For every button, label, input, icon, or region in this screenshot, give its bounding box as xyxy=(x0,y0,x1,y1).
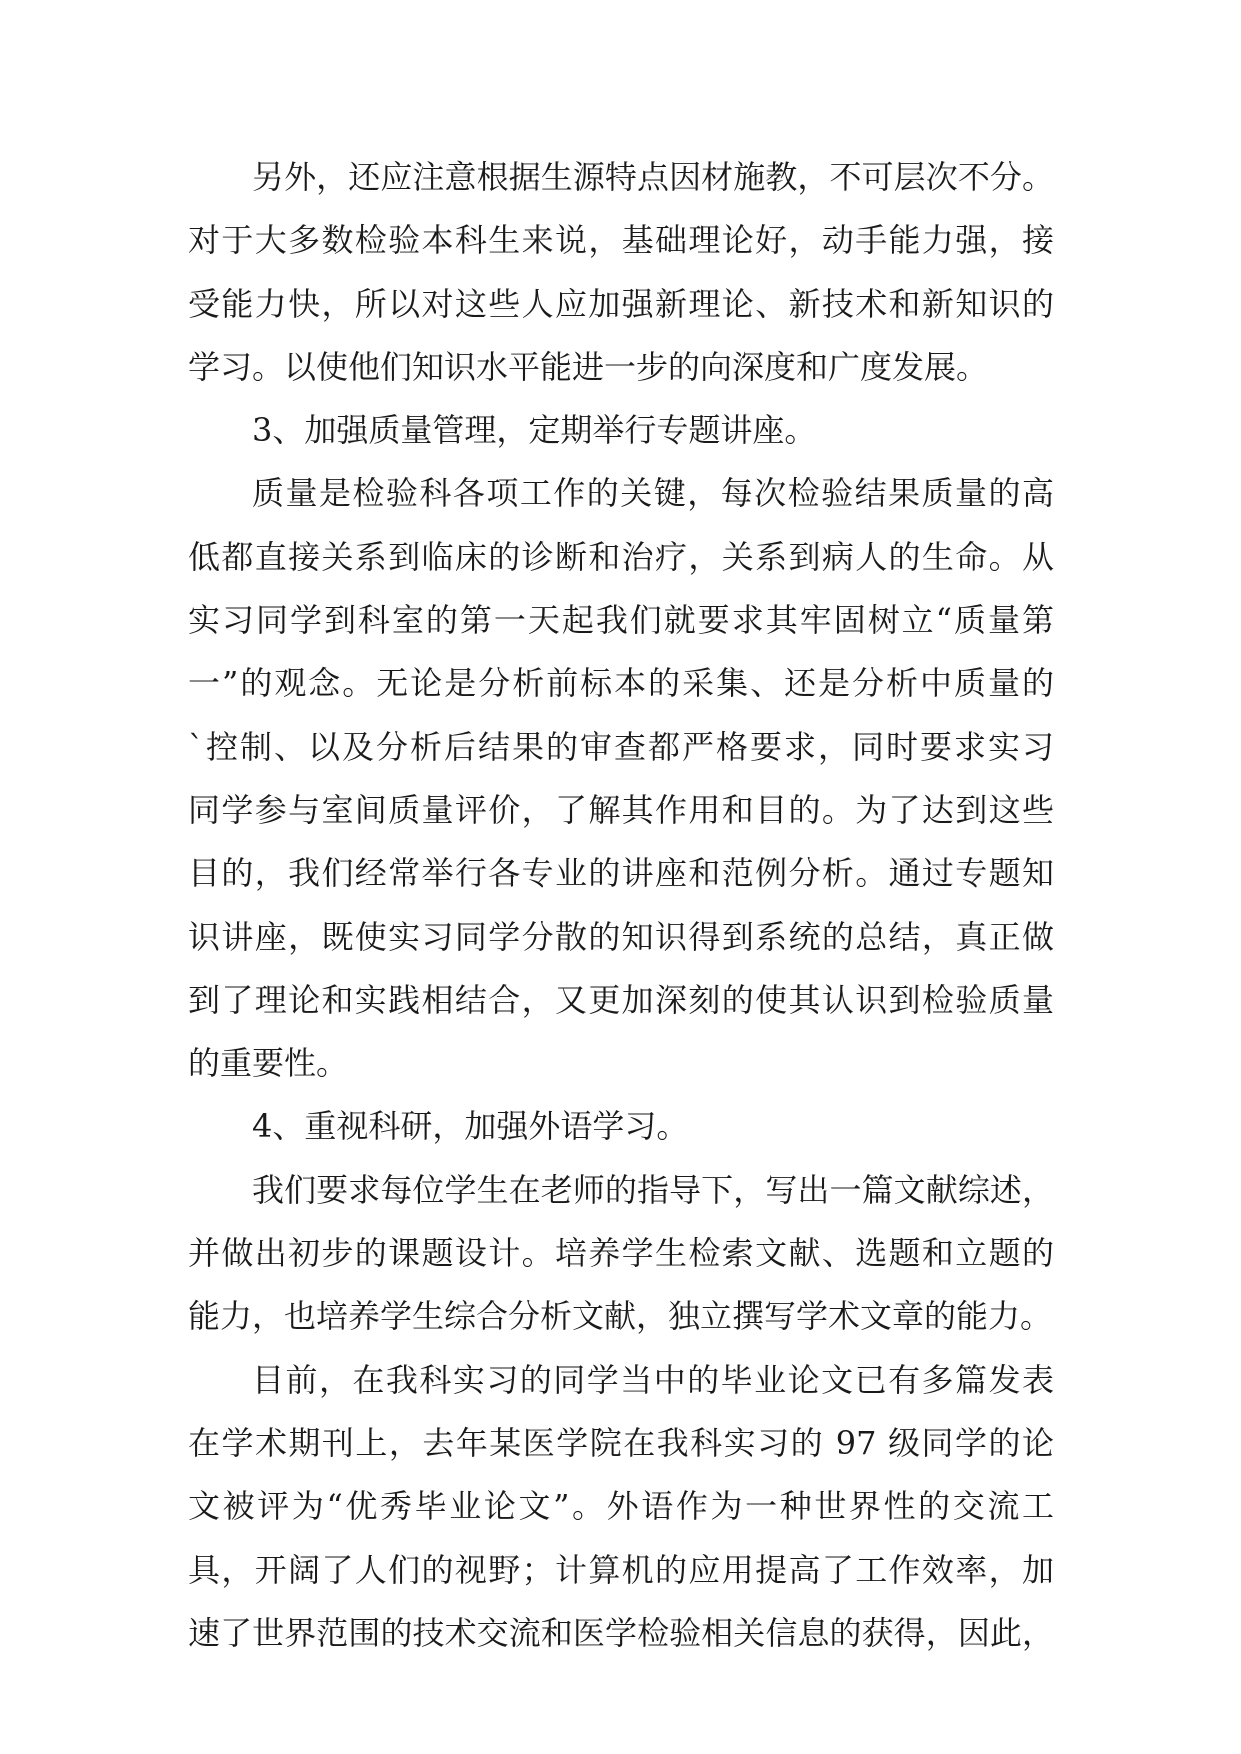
text-line: `控制、以及分析后结果的审查都严格要求，同时要求实习 xyxy=(188,727,1054,766)
text-line: 同学参与室间质量评价，了解其作用和目的。为了达到这些 xyxy=(188,790,1054,829)
text-line: 在学术期刊上，去年某医学院在我科实习的 97 级同学的论 xyxy=(188,1423,1054,1462)
text-line: 并做出初步的课题设计。培养学生检索文献、选题和立题的 xyxy=(188,1234,1054,1273)
text-line: 低都直接关系到临床的诊断和治疗，关系到病人的生命。从 xyxy=(188,537,1054,576)
text-line: 质量是检验科各项工作的关键，每次检验结果质量的高 xyxy=(252,474,1054,513)
text-line: 3、加强质量管理，定期举行专题讲座。 xyxy=(252,411,817,450)
text-line: 具，开阔了人们的视野；计算机的应用提高了工作效率，加 xyxy=(188,1550,1054,1589)
text-line: 4、重视科研，加强外语学习。 xyxy=(252,1107,689,1146)
text-line: 学习。以使他们知识水平能进一步的向深度和广度发展。 xyxy=(188,347,989,386)
text-line: 受能力快，所以对这些人应加强新理论、新技术和新知识的 xyxy=(188,284,1054,323)
text-line: 能力，也培养学生综合分析文献，独立撰写学术文章的能力。 xyxy=(188,1297,1053,1336)
text-line: 文被评为“优秀毕业论文”。外语作为一种世界性的交流工 xyxy=(188,1487,1054,1526)
document-body xyxy=(188,158,1054,1677)
text-line: 目的，我们经常举行各专业的讲座和范例分析。通过专题知 xyxy=(188,854,1054,893)
text-line: 我们要求每位学生在老师的指导下，写出一篇文献综述， xyxy=(252,1170,1054,1209)
text-line: 识讲座，既使实习同学分散的知识得到系统的总结，真正做 xyxy=(188,917,1054,956)
text-line: 对于大多数检验本科生来说，基础理论好，动手能力强，接 xyxy=(188,221,1054,260)
text-line: 另外，还应注意根据生源特点因材施教，不可层次不分。 xyxy=(252,158,1054,196)
text-line: 到了理论和实践相结合，又更加深刻的使其认识到检验质量 xyxy=(188,980,1054,1019)
text-line: 目前，在我科实习的同学当中的毕业论文已有多篇发表 xyxy=(252,1360,1054,1399)
text-line: 一”的观念。无论是分析前标本的采集、还是分析中质量的 xyxy=(188,664,1054,703)
text-line: 速了世界范围的技术交流和医学检验相关信息的获得，因此， xyxy=(188,1613,1054,1652)
text-line: 的重要性。 xyxy=(188,1044,349,1083)
text-line: 实习同学到科室的第一天起我们就要求其牢固树立“质量第 xyxy=(188,601,1054,640)
